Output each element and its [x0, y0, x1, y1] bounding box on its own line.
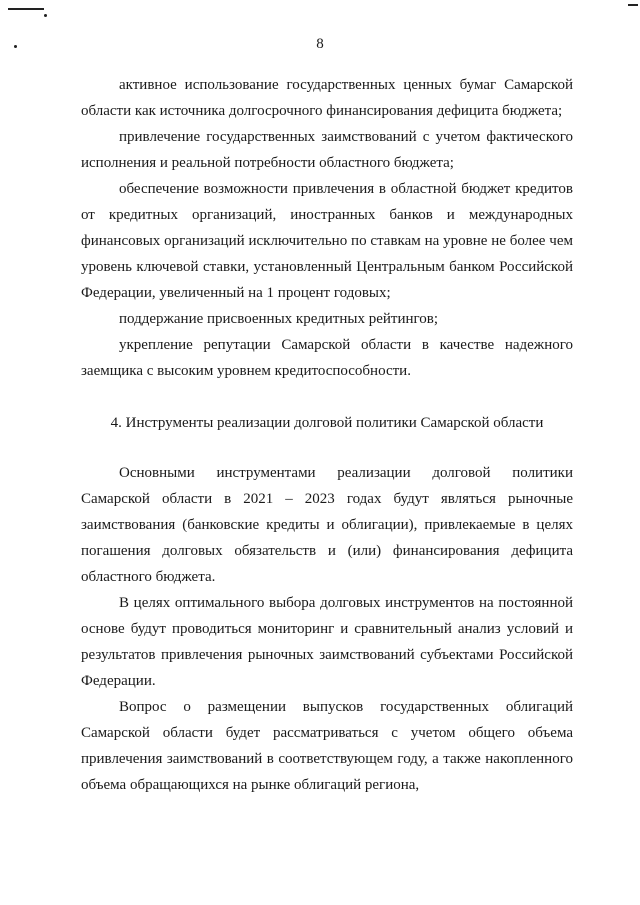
paragraph: В целях оптимального выбора долговых инструментов на постоянной основе будут проводиться мониторинг и сравнительный анализ условий и результатов привлечения рыночных заимствований субъектами Российской Федерации.	[81, 595, 573, 689]
scan-artifact	[44, 14, 47, 17]
scan-artifact	[8, 8, 44, 10]
scan-artifact	[628, 4, 638, 6]
paragraph: поддержание присвоенных кредитных рейтингов;	[119, 311, 439, 327]
document-body	[81, 72, 573, 798]
paragraph: обеспечение возможности привлечения в областной бюджет кредитов от кредитных организаций, иностранных банков и международных финансовых организаций исключительно по ставкам на уровне не более чем уровень ключевой ставки, установленный Центральным банком Российской Федерации, увеличенный на 1 процент годовых;	[81, 181, 573, 301]
paragraph: Вопрос о размещении выпусков государственных облигаций Самарской области будет рассматриваться с учетом общего объема привлечения заимствований в соответствующем году, а также накопленного объема обращающихся на рынке облигаций региона,	[81, 699, 573, 793]
paragraph: укрепление репутации Самарской области в качестве надежного заемщика с высоким уровнем кредитоспособности.	[81, 337, 573, 379]
paragraph: активное использование государственных ценных бумаг Самарской области как источника долгосрочного финансирования дефицита бюджета;	[81, 77, 573, 119]
section-heading: 4. Инструменты реализации долговой политики Самарской области	[110, 415, 544, 431]
paragraph: привлечение государственных заимствований с учетом фактического исполнения и реальной потребности областного бюджета;	[81, 129, 573, 171]
page-number: 8	[316, 36, 324, 52]
paragraph: Основными инструментами реализации долговой политики Самарской области в 2021 – 2023 годах будут являться рыночные заимствования (банковские кредиты и облигации), привлекаемые в целях погашения долговых обязательств и (или) финансирования дефицита областного бюджета.	[81, 465, 573, 585]
